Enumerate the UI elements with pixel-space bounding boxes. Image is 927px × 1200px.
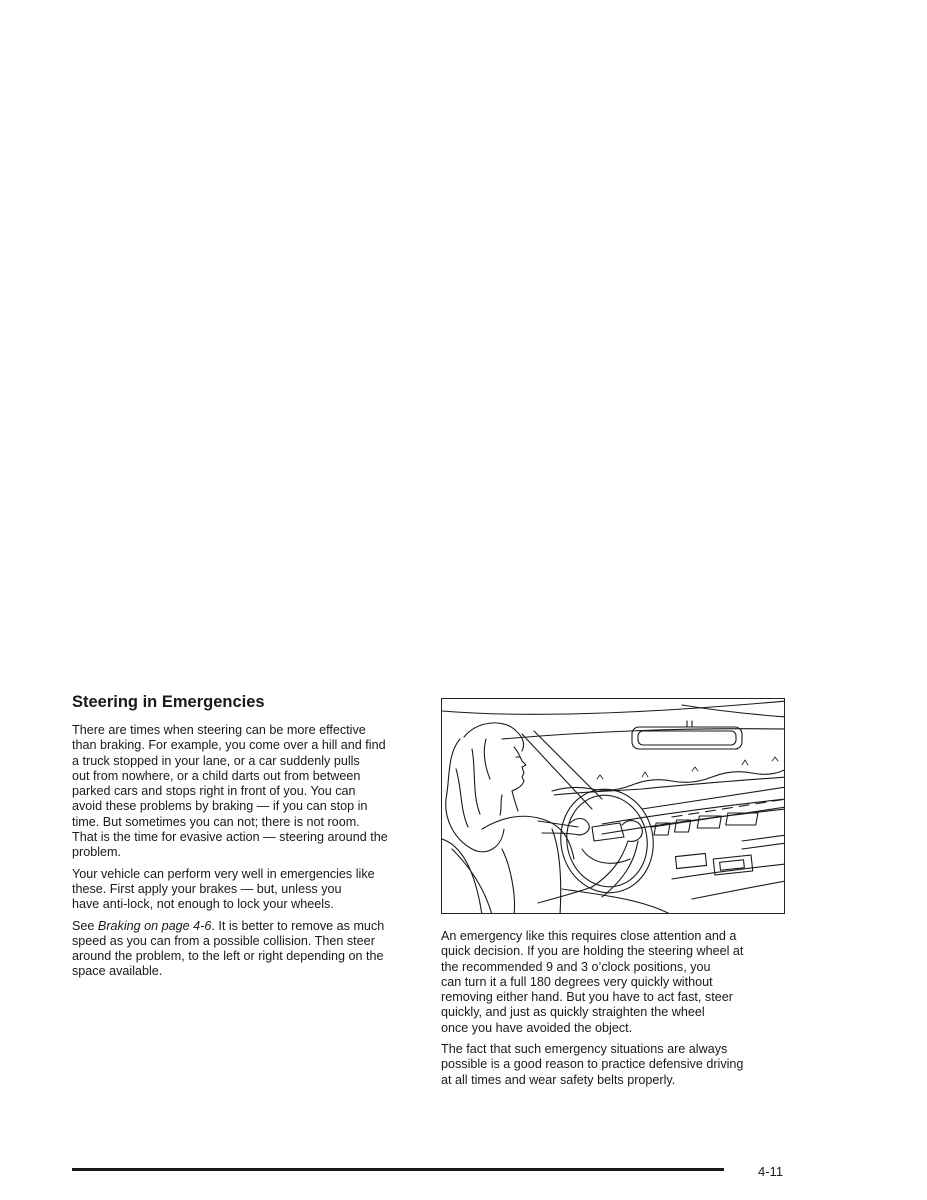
page-number: 4-11 xyxy=(758,1164,784,1179)
driver-illustration xyxy=(441,698,785,914)
see-prefix: See xyxy=(72,918,98,933)
text-line: Your vehicle can perform very well in emergencies like xyxy=(72,866,375,881)
text-line: speed as you can from a possible collision. Then steer xyxy=(72,933,375,948)
text-line: time. But sometimes you can not; there is not room. xyxy=(72,814,360,829)
footer-rule xyxy=(72,1168,724,1171)
text-line: out from nowhere, or a child darts out from between xyxy=(72,768,361,783)
text-line: quickly, and just as quickly straighten the wheel xyxy=(441,1005,705,1020)
see-suffix: . It is better to remove as much xyxy=(211,918,385,933)
text-line: the recommended 9 and 3 o’clock positions, you xyxy=(441,959,711,974)
text-line: The fact that such emergency situations are always xyxy=(441,1042,728,1057)
paragraph-apply-brakes xyxy=(72,867,422,913)
text-line: can turn it a full 180 degrees very quickly without xyxy=(441,974,713,989)
text-line: these. First apply your brakes — but, unless you xyxy=(72,881,342,896)
paragraph-steering-vs-braking xyxy=(72,723,422,861)
text-line: at all times and wear safety belts properly. xyxy=(441,1072,676,1087)
left-column xyxy=(72,723,422,986)
text-line: That is the time for evasive action — steering around the xyxy=(72,830,388,845)
paragraph-quick-decision xyxy=(441,929,786,1036)
paragraph-defensive-driving xyxy=(441,1042,786,1088)
text-line: quick decision. If you are holding the steering wheel at xyxy=(441,944,744,959)
section-heading: Steering in Emergencies xyxy=(72,693,265,711)
text-line: possible is a good reason to practice defensive driving xyxy=(441,1057,744,1072)
text-line: around the problem, to the left or right depending on the xyxy=(72,949,384,964)
text-line: There are times when steering can be more effective xyxy=(72,723,366,737)
text-line: space available. xyxy=(72,964,163,979)
text-line: have anti-lock, not enough to lock your wheels. xyxy=(72,897,334,912)
text-line: than braking. For example, you come over a hill and find xyxy=(72,738,386,753)
text-line: An emergency like this requires close attention and a xyxy=(441,929,737,943)
paragraph-see-braking xyxy=(72,919,422,980)
text-line: removing either hand. But you have to act fast, steer xyxy=(441,990,733,1005)
text-line xyxy=(72,919,422,934)
text-line: avoid these problems by braking — if you can stop in xyxy=(72,799,368,814)
text-line: a truck stopped in your lane, or a car suddenly pulls xyxy=(72,753,360,768)
text-line: parked cars and stops right in front of you. You can xyxy=(72,784,356,799)
braking-page-reference-link[interactable]: Braking on page 4-6 xyxy=(97,918,212,933)
text-line: once you have avoided the object. xyxy=(441,1020,633,1035)
right-column xyxy=(441,929,786,1094)
text-line: problem. xyxy=(72,845,121,860)
